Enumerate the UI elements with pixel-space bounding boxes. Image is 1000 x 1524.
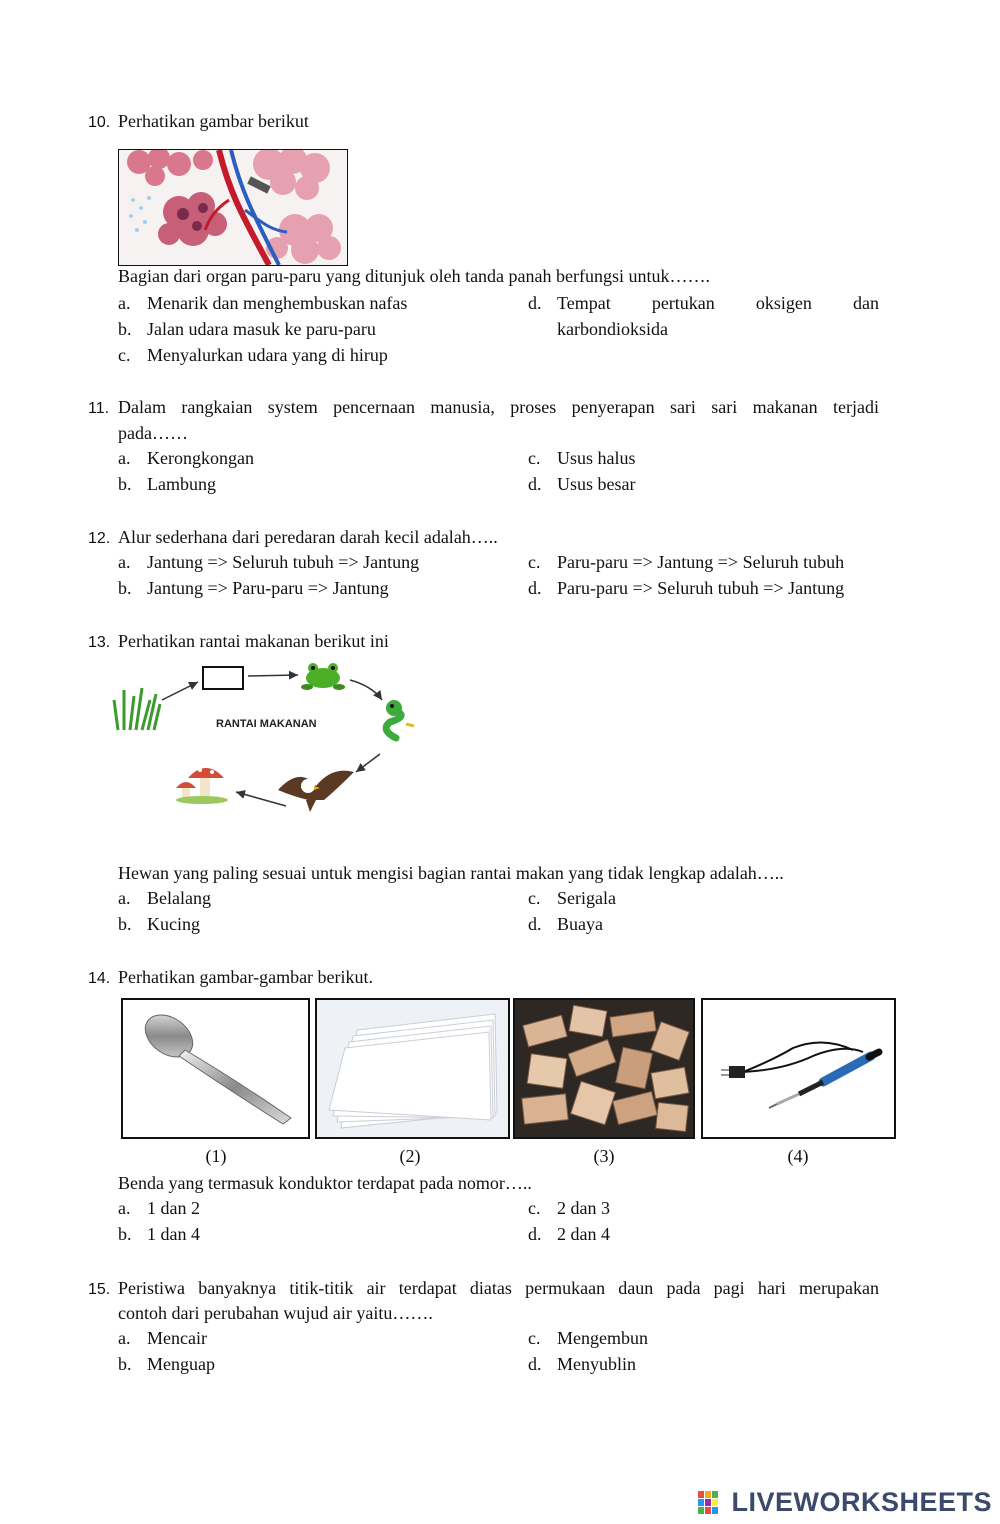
q10-option-c[interactable]: Menyalurkan udara yang di hirup [147, 345, 388, 365]
q12-option-b[interactable]: Jantung => Paru-paru => Jantung [147, 578, 389, 598]
spoon-image [121, 998, 310, 1139]
liveworksheets-brand[interactable]: LIVEWORKSHEETS [731, 1487, 992, 1517]
liveworksheets-logo-icon [698, 1491, 720, 1515]
spoon-icon [123, 1000, 308, 1137]
lung-alveoli-image [118, 149, 348, 266]
q14-option-b[interactable]: 1 dan 4 [147, 1224, 200, 1244]
q10-option-b[interactable]: Jalan udara masuk ke paru-paru [147, 319, 376, 339]
question-11-number: 11. [88, 400, 110, 417]
q15-option-c[interactable]: Mengembun [557, 1328, 648, 1348]
wood-blocks-image [513, 998, 695, 1139]
q14-option-b-letter: b. [118, 1224, 132, 1244]
q10-option-a[interactable]: Menarik dan menghembuskan nafas [147, 293, 408, 313]
paper-image [315, 998, 510, 1139]
q10-option-d-letter: d. [528, 293, 542, 313]
q10-option-b-letter: b. [118, 319, 132, 339]
grass-icon [114, 688, 160, 730]
question-10-number: 10. [88, 114, 111, 131]
q15-option-a-letter: a. [118, 1328, 131, 1348]
food-chain-illustration [110, 660, 430, 840]
question-15-text-continued: contoh dari perubahan wujud air yaitu……. [118, 1303, 433, 1323]
q10-option-a-letter: a. [118, 293, 131, 313]
q12-option-c[interactable]: Paru-paru => Jantung => Seluruh tubuh [557, 552, 845, 572]
q14-option-a-letter: a. [118, 1198, 131, 1218]
q10-option-d-continued: karbondioksida [557, 319, 668, 339]
q11-option-c-letter: c. [528, 448, 541, 468]
q11-option-a-letter: a. [118, 448, 131, 468]
q12-option-b-letter: b. [118, 578, 132, 598]
image-caption-1: (1) [205, 1146, 227, 1166]
alveoli-illustration [119, 150, 347, 265]
q15-option-b[interactable]: Menguap [147, 1354, 215, 1374]
q13-option-a-letter: a. [118, 888, 131, 908]
soldering-iron-icon [703, 1000, 894, 1137]
frog-icon [301, 663, 345, 690]
question-13-prompt: Perhatikan rantai makanan berikut ini [118, 631, 389, 651]
q10-option-d[interactable]: Tempat pertukan oksigen dan [557, 293, 879, 313]
q15-option-c-letter: c. [528, 1328, 541, 1348]
image-caption-2: (2) [399, 1146, 421, 1166]
question-12-text: Alur sederhana dari peredaran darah kecil adalah….. [118, 527, 498, 547]
eagle-icon [278, 771, 354, 812]
q11-option-c[interactable]: Usus halus [557, 448, 636, 468]
paper-sheets-icon [317, 1000, 508, 1137]
q13-option-b-letter: b. [118, 914, 132, 934]
question-10-prompt: Perhatikan gambar berikut [118, 111, 309, 131]
q12-option-c-letter: c. [528, 552, 541, 572]
q12-option-a-letter: a. [118, 552, 131, 572]
q11-option-d[interactable]: Usus besar [557, 474, 636, 494]
question-11-text: Dalam rangkaian system pencernaan manusia, proses penyerapan sari sari makanan terjadi [118, 397, 879, 417]
question-14-number: 14. [88, 970, 111, 987]
wood-blocks-icon [515, 1000, 693, 1137]
q11-option-a[interactable]: Kerongkongan [147, 448, 254, 468]
question-13-text: Hewan yang paling sesuai untuk mengisi bagian rantai makan yang tidak lengkap adalah….. [118, 863, 784, 883]
q15-option-a[interactable]: Mencair [147, 1328, 207, 1348]
question-12-number: 12. [88, 530, 111, 547]
q14-option-a[interactable]: 1 dan 2 [147, 1198, 200, 1218]
q13-option-a[interactable]: Belalang [147, 888, 211, 908]
question-13-number: 13. [88, 634, 111, 651]
q14-option-d[interactable]: 2 dan 4 [557, 1224, 610, 1244]
q12-option-d[interactable]: Paru-paru => Seluruh tubuh => Jantung [557, 578, 845, 598]
food-chain-diagram [110, 660, 430, 840]
food-chain-title: RANTAI MAKANAN [216, 718, 317, 730]
q15-option-b-letter: b. [118, 1354, 132, 1374]
q15-option-d[interactable]: Menyublin [557, 1354, 636, 1374]
question-15-number: 15. [88, 1281, 111, 1298]
snake-icon [386, 700, 414, 738]
q14-option-c[interactable]: 2 dan 3 [557, 1198, 610, 1218]
q11-option-d-letter: d. [528, 474, 542, 494]
question-14-text: Benda yang termasuk konduktor terdapat pada nomor….. [118, 1173, 532, 1193]
question-15-text: Peristiwa banyaknya titik-titik air terdapat diatas permukaan daun pada pagi hari merupakan [118, 1278, 879, 1298]
missing-animal-box [203, 667, 243, 689]
q14-option-c-letter: c. [528, 1198, 541, 1218]
q14-option-d-letter: d. [528, 1224, 542, 1244]
q12-option-d-letter: d. [528, 578, 542, 598]
question-11-text-continued: pada…… [118, 423, 188, 443]
q13-option-b[interactable]: Kucing [147, 914, 200, 934]
q10-option-c-letter: c. [118, 345, 131, 365]
q11-option-b[interactable]: Lambung [147, 474, 216, 494]
q15-option-d-letter: d. [528, 1354, 542, 1374]
q13-option-c[interactable]: Serigala [557, 888, 616, 908]
q13-option-c-letter: c. [528, 888, 541, 908]
q12-option-a[interactable]: Jantung => Seluruh tubuh => Jantung [147, 552, 420, 572]
mushroom-icon [176, 768, 228, 804]
image-caption-3: (3) [593, 1146, 615, 1166]
image-caption-4: (4) [787, 1146, 809, 1166]
question-14-prompt: Perhatikan gambar-gambar berikut. [118, 967, 374, 987]
q13-option-d[interactable]: Buaya [557, 914, 603, 934]
q13-option-d-letter: d. [528, 914, 542, 934]
soldering-iron-image [701, 998, 896, 1139]
q11-option-b-letter: b. [118, 474, 132, 494]
question-10-text: Bagian dari organ paru-paru yang ditunjuk oleh tanda panah berfungsi untuk……. [118, 266, 711, 286]
